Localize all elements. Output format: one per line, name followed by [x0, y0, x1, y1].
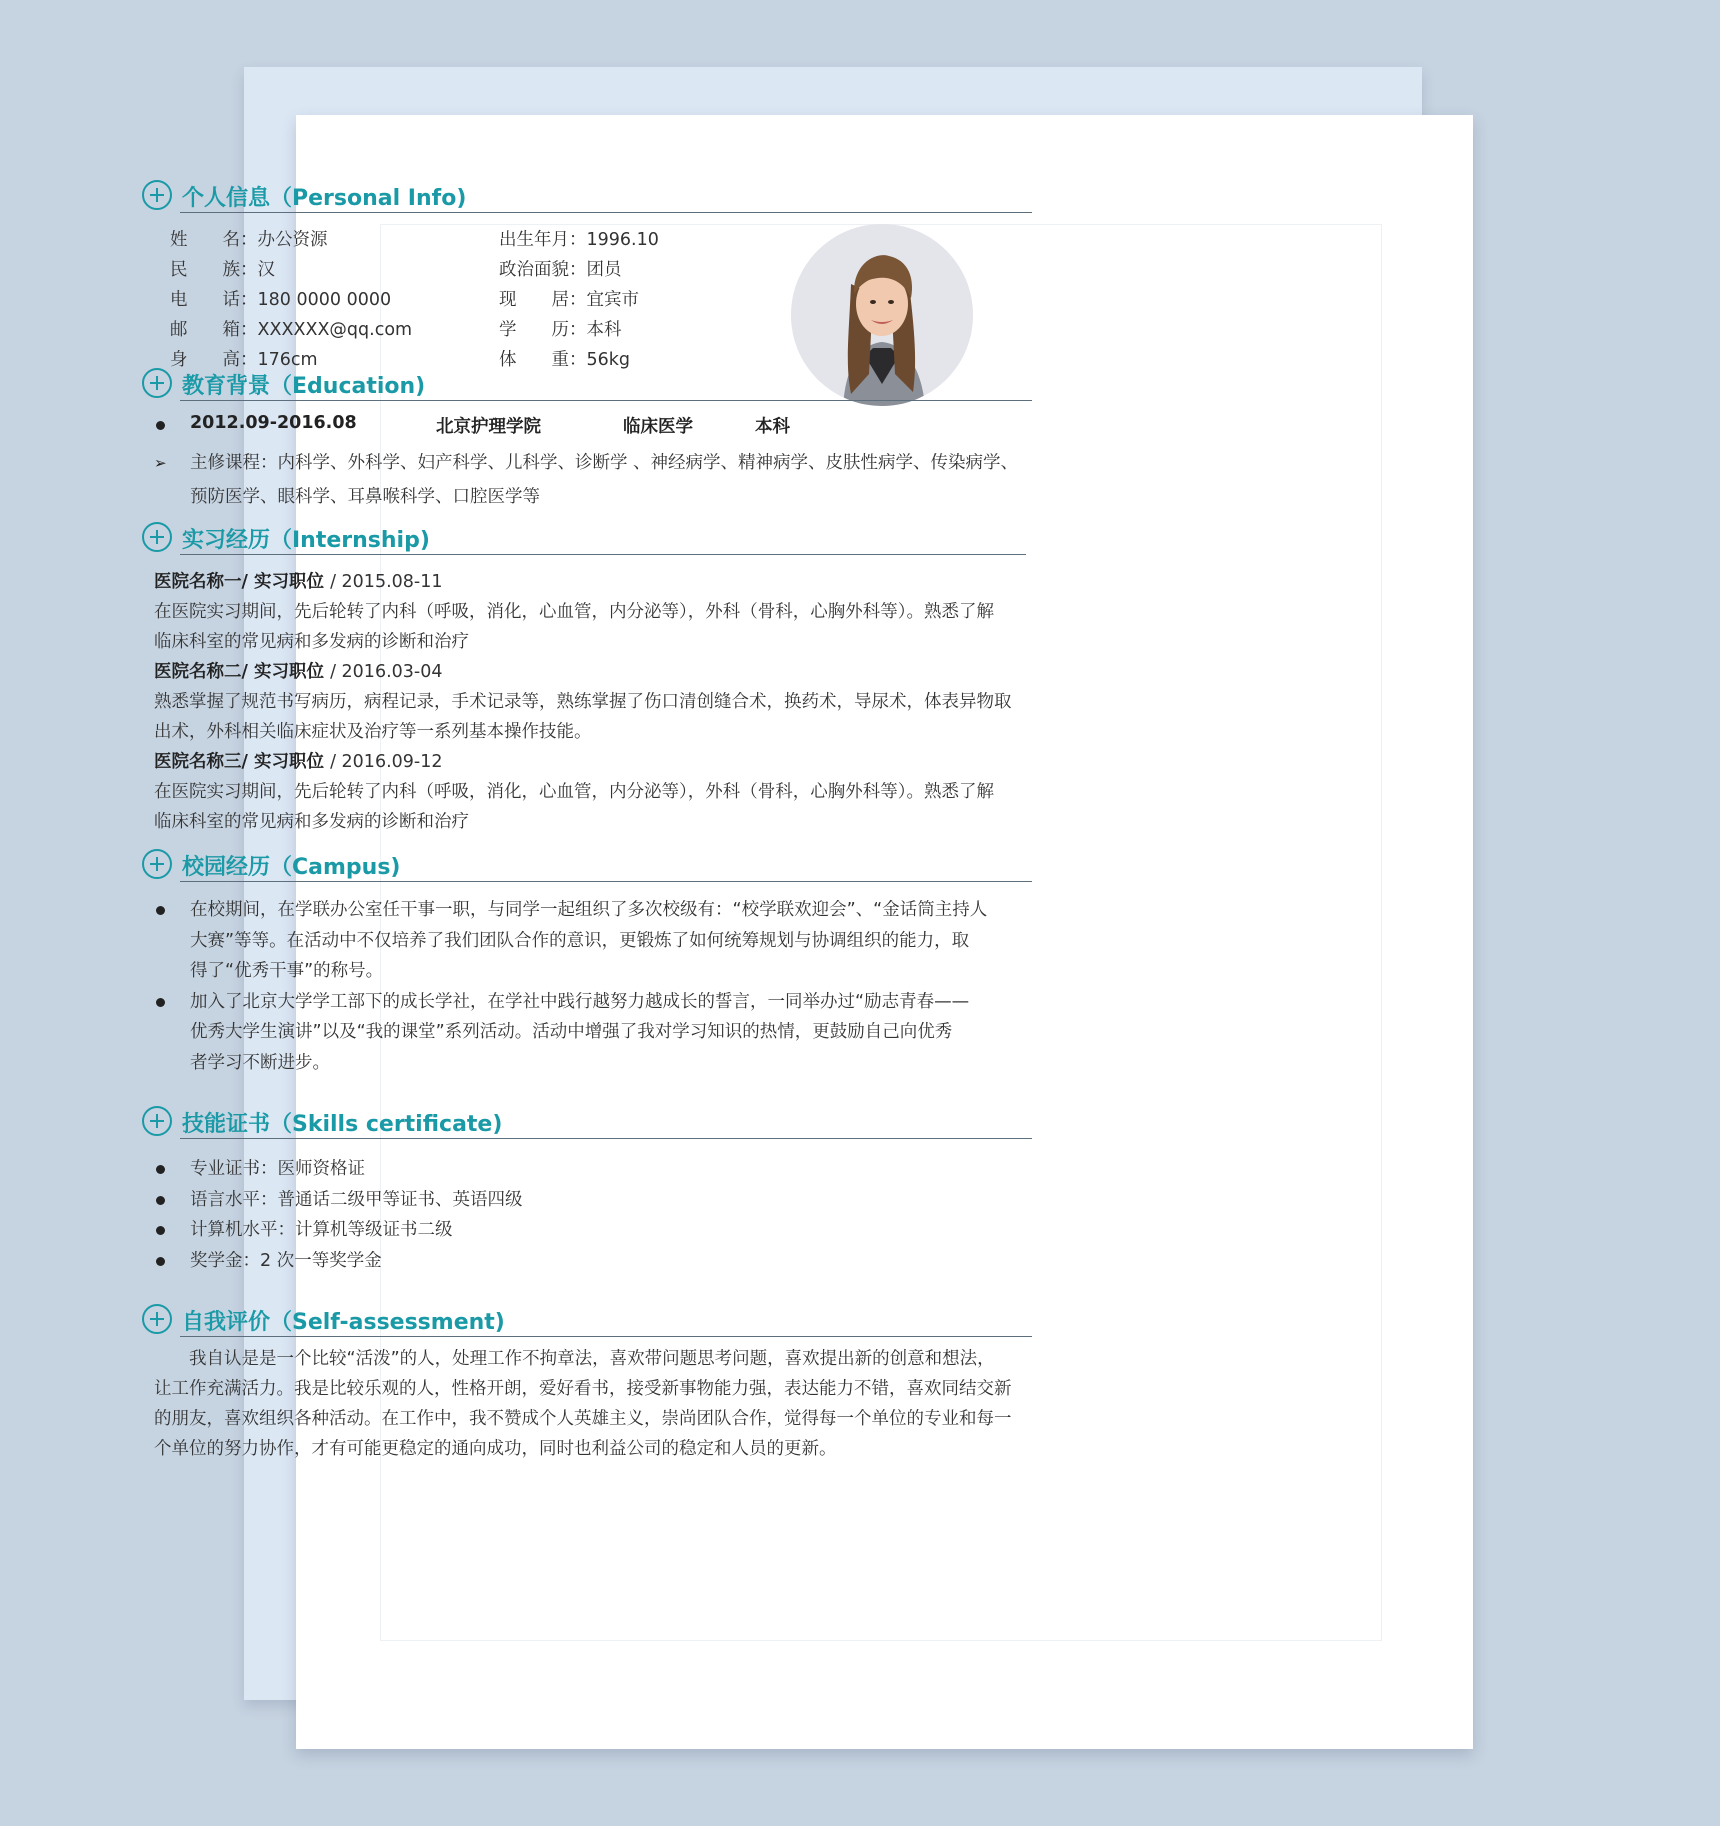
info-birth — [499, 226, 659, 251]
section-divider — [180, 212, 1032, 213]
info-value: 团员 — [586, 260, 622, 280]
paragraph-line: 让工作充满活力。我是比较乐观的人，性格开朗，爱好看书，接受新事物能力强，表达能力不错，喜欢同结交新 — [154, 1379, 1012, 1399]
campus-text: 得了“优秀干事”的称号。 — [190, 961, 384, 981]
info-name — [170, 226, 328, 251]
bullet-icon — [156, 1257, 165, 1266]
internship-date: / 2015.08-11 — [330, 572, 443, 592]
courses-text: 预防医学、眼科学、耳鼻喉科学、口腔医学等 — [190, 487, 540, 507]
bullet-icon — [156, 1165, 165, 1174]
internship-org: 医院名称三/ 实习职位 — [154, 752, 331, 772]
info-label: 出生年月： — [499, 230, 587, 250]
section-title: 自我评价（Self-assessment) — [182, 1310, 505, 1335]
self-assessment-text — [154, 1344, 1032, 1464]
info-value: 180 0000 0000 — [257, 290, 392, 310]
campus-text: 大赛”等等。在活动中不仅培养了我们团队合作的意识，更锻炼了如何统筹规划与协调组织的能力，取 — [190, 930, 970, 951]
plus-circle-icon — [142, 368, 172, 398]
skills-section — [154, 1106, 1032, 1276]
education-section — [154, 368, 1032, 514]
internship-org: 医院名称一/ 实习职位 — [154, 572, 331, 592]
info-label: 政治面貌： — [499, 260, 587, 280]
skill-text: 奖学金：2 次一等奖学金 — [190, 1250, 382, 1271]
info-phone — [170, 286, 391, 311]
internship-section — [154, 522, 1032, 837]
plus-circle-icon — [142, 522, 172, 552]
section-title: 技能证书（Skills certificate) — [182, 1112, 503, 1137]
skill-text: 专业证书：医师资格证 — [190, 1159, 365, 1179]
internship-desc: 在医院实习期间，先后轮转了内科（呼吸，消化，心血管，内分泌等），外科（骨科，心胸外科等）。熟悉了解 — [154, 782, 994, 802]
list-item — [154, 987, 1032, 1079]
info-label: 现 居： — [499, 290, 587, 310]
section-title: 教育背景（Education) — [182, 374, 426, 399]
internship-desc: 出术，外科相关临床症状及治疗等一系列基本操作技能。 — [154, 722, 592, 742]
info-label: 身 高： — [170, 350, 258, 370]
info-value: 汉 — [257, 260, 275, 280]
bullet-icon — [156, 421, 165, 430]
list-item — [154, 1215, 1032, 1246]
section-header — [142, 180, 1032, 214]
section-divider — [180, 1336, 1032, 1337]
education-major: 临床医学 — [623, 417, 693, 437]
list-item — [154, 1246, 1032, 1277]
info-political — [499, 256, 622, 281]
section-divider — [180, 554, 1026, 555]
info-label: 民 族： — [170, 260, 258, 280]
personal-info-grid — [154, 214, 1032, 370]
education-degree: 本科 — [755, 417, 790, 437]
section-header — [142, 1106, 1032, 1140]
info-label: 学 历： — [499, 320, 587, 340]
education-school: 北京护理学院 — [436, 417, 541, 437]
resume-content — [154, 180, 1032, 1464]
section-divider — [180, 1138, 1032, 1139]
info-label: 邮 箱： — [170, 320, 258, 340]
bullet-icon — [156, 1196, 165, 1205]
courses-text: 主修课程：内科学、外科学、妇产科学、儿科学、诊断学 、神经病学、精神病学、皮肤性病学、传染病学、 — [190, 453, 1019, 473]
section-title: 实习经历（Internship) — [182, 528, 430, 553]
info-education-level — [499, 316, 622, 341]
paragraph-line: 的朋友，喜欢组织各种活动。在工作中，我不赞成个人英雄主义，崇尚团队合作，觉得每一个单位的专业和每一 — [154, 1409, 1012, 1429]
internship-entry — [154, 567, 1032, 657]
education-courses — [154, 446, 1032, 514]
info-value: 1996.10 — [586, 230, 659, 250]
skill-text: 计算机水平：计算机等级证书二级 — [190, 1220, 453, 1240]
plus-circle-icon — [142, 1304, 172, 1334]
list-item — [154, 1185, 1032, 1216]
list-item — [154, 1154, 1032, 1185]
info-ethnicity — [170, 256, 275, 281]
internship-list — [154, 567, 1032, 837]
section-header — [142, 1304, 1032, 1338]
internship-desc: 临床科室的常见病和多发病的诊断和治疗 — [154, 812, 469, 832]
bullet-icon — [156, 998, 165, 1007]
section-title: 个人信息（Personal Info) — [182, 186, 467, 211]
info-value: 56kg — [586, 350, 631, 370]
info-value: 本科 — [586, 320, 622, 340]
bullet-icon — [156, 1226, 165, 1235]
paragraph-line: 我自认是是一个比较“活泼”的人，处理工作不拘章法，喜欢带问题思考问题，喜欢提出新的创意和想法， — [189, 1349, 995, 1369]
internship-desc: 熟悉掌握了规范书写病历，病程记录，手术记录等，熟练掌握了伤口清创缝合术，换药术，导尿术，体表异物取 — [154, 692, 1012, 712]
campus-list — [154, 895, 1032, 1078]
plus-circle-icon — [142, 849, 172, 879]
campus-section — [154, 849, 1032, 1078]
education-entry — [154, 411, 1032, 441]
internship-entry — [154, 747, 1032, 837]
section-title: 校园经历（Campus) — [182, 855, 401, 880]
section-header — [142, 368, 1032, 402]
internship-org: 医院名称二/ 实习职位 — [154, 662, 331, 682]
internship-entry — [154, 657, 1032, 747]
paragraph-line: 个单位的努力协作，才有可能更稳定的通向成功，同时也利益公司的稳定和人员的更新。 — [154, 1439, 837, 1459]
info-residence — [499, 286, 639, 311]
plus-circle-icon — [142, 1106, 172, 1136]
internship-desc: 在医院实习期间，先后轮转了内科（呼吸，消化，心血管，内分泌等），外科（骨科，心胸外科等）。熟悉了解 — [154, 602, 994, 622]
skill-text: 语言水平：普通话二级甲等证书、英语四级 — [190, 1189, 523, 1210]
info-label: 姓 名： — [170, 230, 258, 250]
section-divider — [180, 881, 1032, 882]
plus-circle-icon — [142, 180, 172, 210]
campus-text: 者学习不断进步。 — [190, 1052, 330, 1073]
personal-info-section — [154, 180, 1032, 370]
section-divider — [180, 400, 1032, 401]
self-assessment-section — [154, 1304, 1032, 1464]
internship-date: / 2016.03-04 — [330, 662, 443, 682]
education-period: 2012.09-2016.08 — [190, 413, 357, 433]
info-label: 体 重： — [499, 350, 587, 370]
info-value: 宜宾市 — [586, 290, 639, 310]
info-value: XXXXXX@qq.com — [257, 320, 413, 340]
internship-date: / 2016.09-12 — [330, 752, 443, 772]
section-header — [142, 849, 1032, 883]
info-value: 176cm — [257, 350, 318, 370]
arrow-bullet-icon: ➢ — [154, 454, 167, 472]
section-header — [142, 522, 1032, 556]
list-item — [154, 895, 1032, 987]
campus-text: 在校期间，在学联办公室任干事一职，与同学一起组织了多次校级有：“校学联欢迎会”、“金话筒主持人 — [190, 900, 988, 920]
internship-desc: 临床科室的常见病和多发病的诊断和治疗 — [154, 632, 469, 652]
info-email — [170, 316, 412, 341]
bullet-icon — [156, 906, 165, 915]
campus-text: 优秀大学生演讲”以及“我的课堂”系列活动。活动中增强了我对学习知识的热情，更鼓励自己向优秀 — [190, 1022, 953, 1042]
info-value: 办公资源 — [257, 230, 328, 250]
skills-list — [154, 1154, 1032, 1276]
campus-text: 加入了北京大学学工部下的成长学社，在学社中践行越努力越成长的誓言，一同举办过“励志青春—— — [190, 991, 970, 1012]
info-label: 电 话： — [170, 290, 258, 310]
